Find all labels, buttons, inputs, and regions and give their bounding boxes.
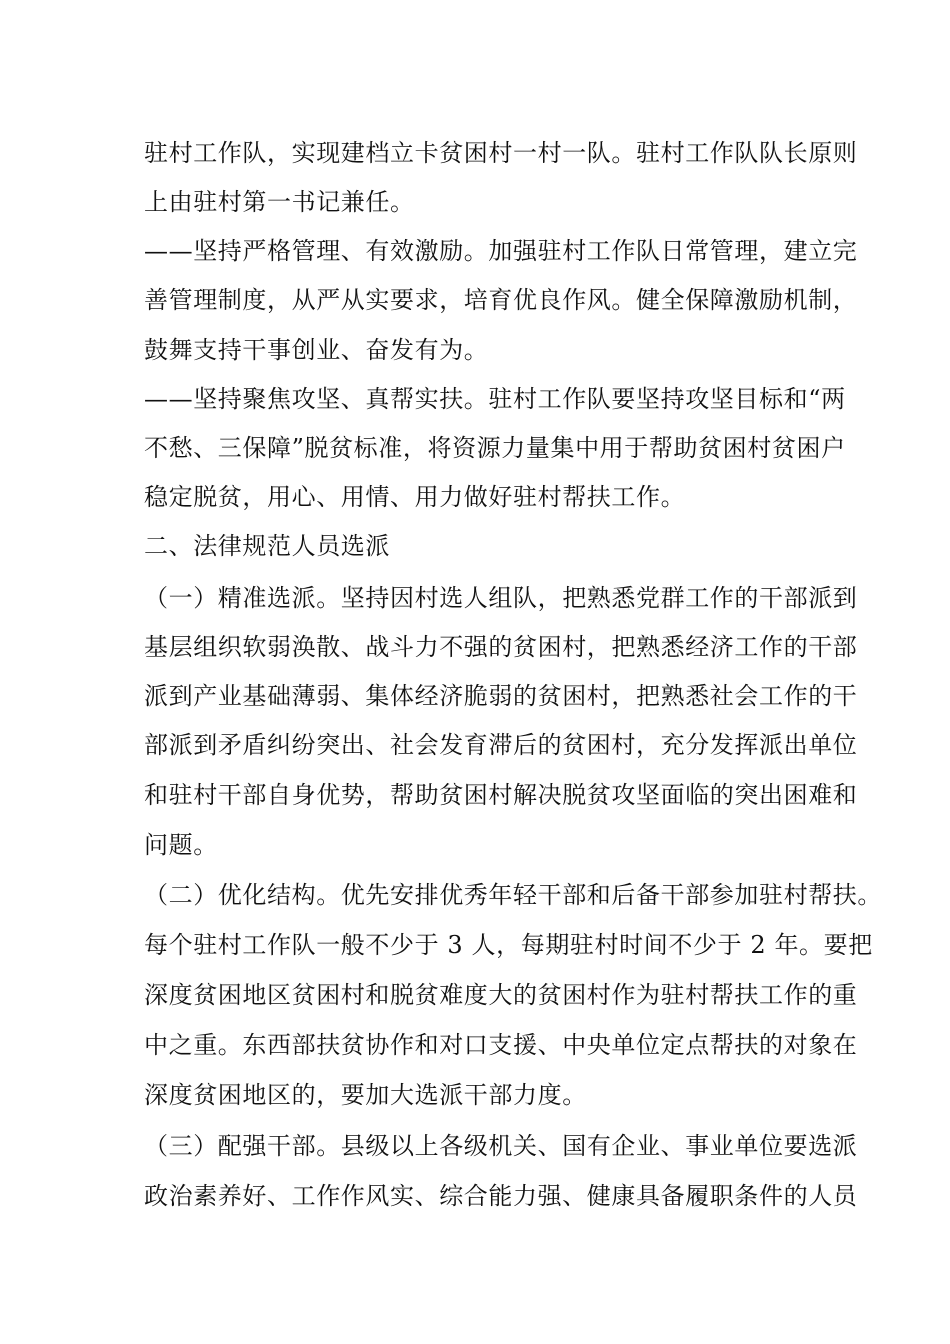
text-line: 部派到矛盾纠纷突出、社会发育滞后的贫困村，充分发挥派出单位	[144, 731, 858, 759]
text-line: 善管理制度，从严从实要求，培育优良作风。健全保障激励机制，	[144, 286, 858, 314]
text-line: 深度贫困地区贫困村和脱贫难度大的贫困村作为驻村帮扶工作的重	[144, 981, 858, 1009]
text-line: 每个驻村工作队一般不少于 3 人，每期驻村时间不少于 2 年。要把	[144, 931, 873, 959]
text-line: ——坚持聚焦攻坚、真帮实扶。驻村工作队要坚持攻坚目标和“两	[144, 385, 846, 413]
section-heading: 二、法律规范人员选派	[144, 532, 390, 560]
text-line: 鼓舞支持干事创业、奋发有为。	[144, 336, 489, 364]
text-line: 深度贫困地区的，要加大选派干部力度。	[144, 1081, 587, 1109]
text-line: 驻村工作队，实现建档立卡贫困村一村一队。驻村工作队队长原则	[144, 139, 858, 167]
text-line: （一）精准选派。坚持因村选人组队，把熟悉党群工作的干部派到	[144, 584, 858, 612]
text-line: ——坚持严格管理、有效激励。加强驻村工作队日常管理，建立完	[144, 237, 858, 265]
text-line: 派到产业基础薄弱、集体经济脆弱的贫困村，把熟悉社会工作的干	[144, 682, 858, 710]
text-line: 政治素养好、工作作风实、综合能力强、健康具备履职条件的人员	[144, 1182, 858, 1210]
text-line: 和驻村干部自身优势，帮助贫困村解决脱贫攻坚面临的突出困难和	[144, 781, 858, 809]
text-line: 中之重。东西部扶贫协作和对口支援、中央单位定点帮扶的对象在	[144, 1031, 858, 1059]
text-line: 不愁、三保障”脱贫标准，将资源力量集中用于帮助贫困村贫困户	[144, 434, 846, 462]
text-line: （二）优化结构。优先安排优秀年轻干部和后备干部参加驻村帮扶。	[144, 881, 882, 909]
text-line: 基层组织软弱涣散、战斗力不强的贫困村，把熟悉经济工作的干部	[144, 633, 858, 661]
text-line: 上由驻村第一书记兼任。	[144, 188, 415, 216]
text-line: 稳定脱贫，用心、用情、用力做好驻村帮扶工作。	[144, 483, 686, 511]
text-line: （三）配强干部。县级以上各级机关、国有企业、事业单位要选派	[144, 1132, 858, 1160]
text-line: 问题。	[144, 831, 218, 859]
